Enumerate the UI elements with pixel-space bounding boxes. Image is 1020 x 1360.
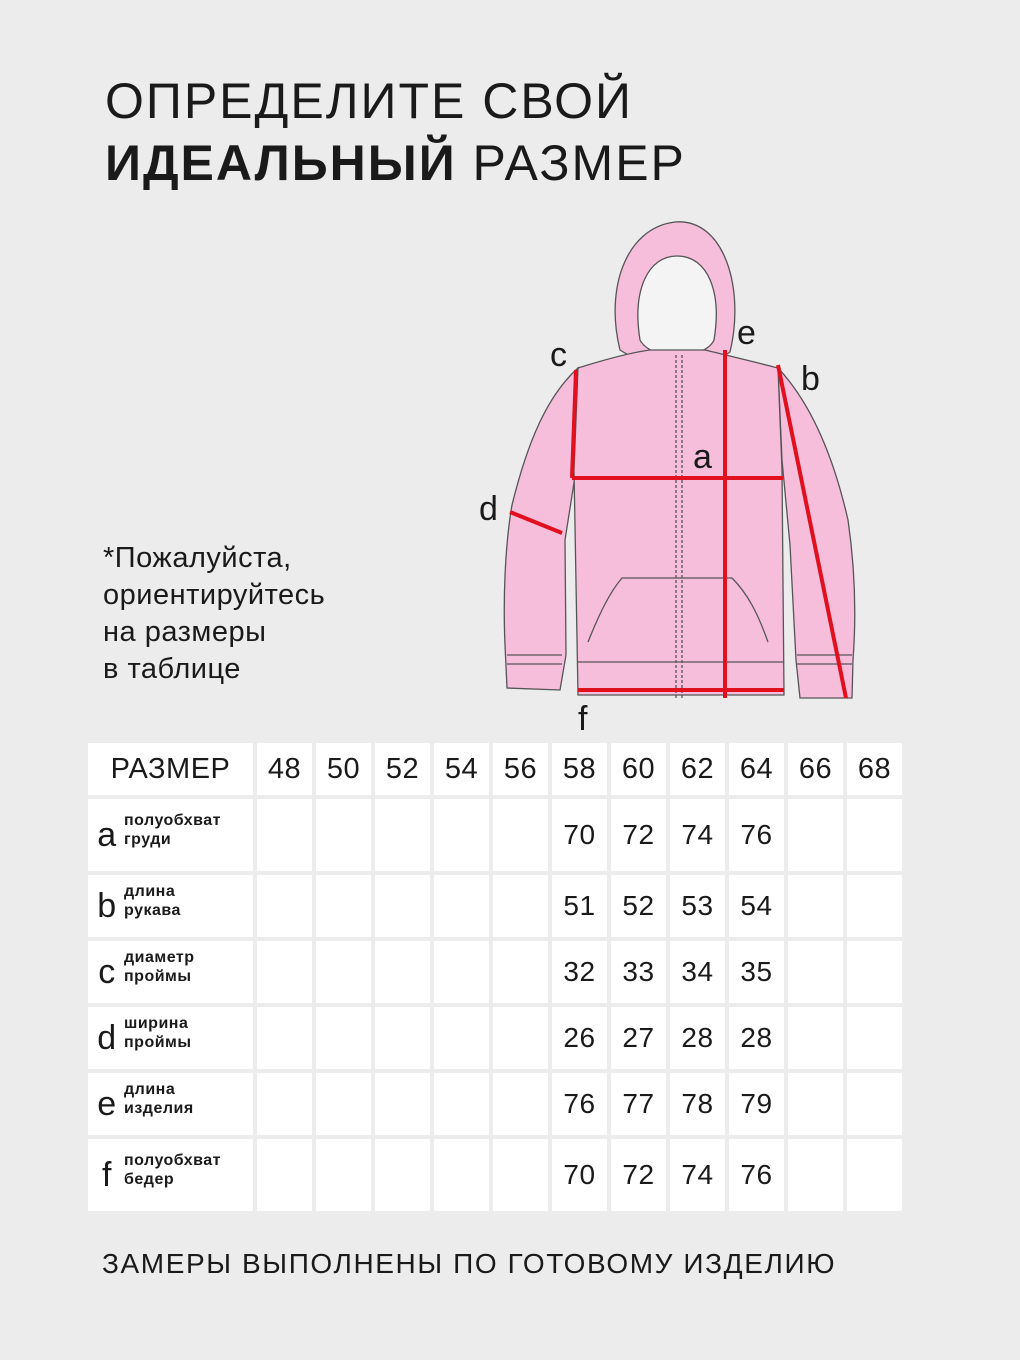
row-letter: f	[102, 1156, 112, 1194]
table-cell: 76	[729, 1139, 784, 1211]
hoodie-illustration	[504, 222, 855, 700]
table-row-label-c	[88, 941, 253, 1003]
table-cell: 51	[552, 875, 607, 937]
title-bold-word: ИДЕАЛЬНЫЙ	[105, 135, 457, 191]
table-row-label-a	[88, 799, 253, 871]
table-cell	[788, 875, 843, 937]
table-size-48: 48	[257, 743, 312, 795]
table-cell: 76	[552, 1073, 607, 1135]
table-cell	[847, 1007, 902, 1069]
table-cell	[257, 1007, 312, 1069]
table-cell: 70	[552, 799, 607, 871]
table-cell	[788, 1073, 843, 1135]
table-cell	[375, 875, 430, 937]
table-cell	[316, 941, 371, 1003]
table-header-label: РАЗМЕР	[88, 743, 253, 795]
table-cell	[847, 941, 902, 1003]
table-cell	[257, 941, 312, 1003]
table-cell	[788, 941, 843, 1003]
title-line-1: ОПРЕДЕЛИТЕ СВОЙ	[105, 73, 633, 129]
table-cell	[375, 1073, 430, 1135]
hood-inner	[638, 256, 716, 356]
row-letter: d	[97, 1019, 117, 1057]
label-a: a	[693, 438, 712, 476]
row-letter: e	[97, 1085, 117, 1123]
table-cell	[788, 1139, 843, 1211]
table-size-52: 52	[375, 743, 430, 795]
table-cell	[493, 1073, 548, 1135]
label-e: e	[737, 314, 756, 352]
table-row-label-e	[88, 1073, 253, 1135]
table-cell	[493, 941, 548, 1003]
row-letter: a	[97, 816, 117, 854]
table-cell: 76	[729, 799, 784, 871]
label-c: c	[550, 336, 567, 374]
size-note	[103, 540, 325, 688]
table-row-label-b	[88, 875, 253, 937]
table-cell	[316, 1073, 371, 1135]
table-size-68: 68	[847, 743, 902, 795]
table-size-64: 64	[729, 743, 784, 795]
table-cell: 32	[552, 941, 607, 1003]
table-cell	[434, 799, 489, 871]
note-line-1: *Пожалуйста,	[103, 542, 292, 574]
table-cell	[847, 799, 902, 871]
table-cell: 79	[729, 1073, 784, 1135]
table-cell: 72	[611, 1139, 666, 1211]
table-cell	[257, 875, 312, 937]
table-cell	[493, 875, 548, 937]
table-cell: 27	[611, 1007, 666, 1069]
table-cell	[493, 1139, 548, 1211]
table-cell	[788, 799, 843, 871]
title-rest: РАЗМЕР	[456, 135, 686, 191]
table-cell: 54	[729, 875, 784, 937]
table-cell	[257, 799, 312, 871]
row-description: длина изделия	[124, 1081, 194, 1117]
hoodie-diagram	[470, 210, 870, 750]
table-cell	[493, 799, 548, 871]
label-b: b	[801, 360, 820, 398]
row-description: длина рукава	[124, 883, 181, 919]
table-size-54: 54	[434, 743, 489, 795]
table-size-56: 56	[493, 743, 548, 795]
note-line-2: ориентируйтесь	[103, 579, 326, 611]
label-d: d	[479, 490, 498, 528]
table-size-50: 50	[316, 743, 371, 795]
table-cell	[257, 1139, 312, 1211]
table-row-label-d	[88, 1007, 253, 1069]
table-cell	[375, 941, 430, 1003]
table-cell: 77	[611, 1073, 666, 1135]
table-cell	[847, 1073, 902, 1135]
table-cell	[434, 941, 489, 1003]
table-cell: 70	[552, 1139, 607, 1211]
table-cell: 33	[611, 941, 666, 1003]
table-cell	[316, 1007, 371, 1069]
table-cell	[257, 1073, 312, 1135]
table-cell: 78	[670, 1073, 725, 1135]
row-letter: c	[98, 953, 116, 991]
table-cell: 28	[729, 1007, 784, 1069]
table-cell	[316, 799, 371, 871]
row-letter: b	[97, 887, 117, 925]
table-cell: 52	[611, 875, 666, 937]
table-cell: 28	[670, 1007, 725, 1069]
table-cell: 53	[670, 875, 725, 937]
table-cell	[493, 1007, 548, 1069]
table-cell: 72	[611, 799, 666, 871]
table-cell	[434, 1007, 489, 1069]
note-line-4: в таблице	[103, 653, 241, 685]
table-cell	[847, 1139, 902, 1211]
table-cell	[375, 1139, 430, 1211]
table-cell: 35	[729, 941, 784, 1003]
table-size-66: 66	[788, 743, 843, 795]
note-line-3: на размеры	[103, 616, 267, 648]
row-description: ширина проймы	[124, 1015, 192, 1051]
table-cell: 74	[670, 1139, 725, 1211]
table-cell	[434, 1073, 489, 1135]
left-sleeve	[504, 368, 578, 690]
table-size-60: 60	[611, 743, 666, 795]
table-cell	[316, 1139, 371, 1211]
table-cell: 74	[670, 799, 725, 871]
table-cell	[375, 1007, 430, 1069]
table-cell	[847, 875, 902, 937]
table-cell	[788, 1007, 843, 1069]
table-cell	[375, 799, 430, 871]
label-f: f	[578, 700, 588, 738]
row-description: полуобхват груди	[124, 812, 222, 848]
page-title	[105, 70, 686, 194]
footer-note: ЗАМЕРЫ ВЫПОЛНЕНЫ ПО ГОТОВОМУ ИЗДЕЛИЮ	[102, 1248, 837, 1279]
table-row-label-f	[88, 1139, 253, 1211]
table-cell	[434, 1139, 489, 1211]
table-cell	[316, 875, 371, 937]
table-cell: 34	[670, 941, 725, 1003]
table-size-58: 58	[552, 743, 607, 795]
table-cell: 26	[552, 1007, 607, 1069]
row-description: полуобхват бедер	[124, 1152, 222, 1188]
row-description: диаметр проймы	[124, 949, 195, 985]
table-cell	[434, 875, 489, 937]
title-line-2	[105, 132, 686, 194]
body-shape	[574, 350, 784, 695]
table-size-62: 62	[670, 743, 725, 795]
